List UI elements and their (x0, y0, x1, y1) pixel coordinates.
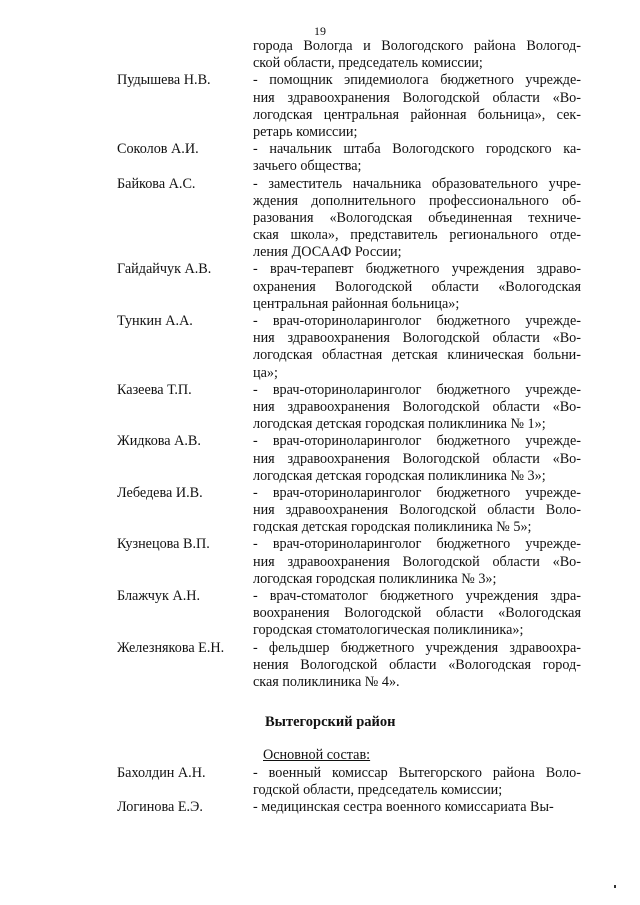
description-line: логодская центральная районная больница», сек- (253, 106, 581, 123)
description-line: - помощник эпидемиолога бюджетного учрежде- (253, 72, 581, 89)
member-row (0, 141, 640, 175)
description-line: - врач-оториноларинголог бюджетного учрежде- (253, 313, 581, 329)
member-description (253, 765, 581, 799)
description-line: ния здравоохранения Вологодской области «Во- (253, 330, 581, 347)
member-description (253, 176, 581, 262)
member-description (253, 433, 581, 485)
member-row (0, 536, 640, 588)
member-row (0, 640, 640, 692)
description-line: ретарь комиссии; (253, 123, 358, 140)
description-line: - врач-оториноларинголог бюджетного учрежде- (253, 433, 581, 450)
member-name: Гайдайчук А.В. (117, 261, 212, 278)
member-description (253, 261, 581, 313)
description-line: - фельдшер бюджетного учреждения здравоохра- (253, 639, 581, 656)
description-line: охранения Вологодской области «Вологодская (253, 278, 581, 295)
member-row (0, 38, 640, 72)
member-name: Пудышева Н.В. (117, 72, 211, 89)
member-description (253, 141, 581, 175)
description-line: центральная районная больница»; (253, 295, 460, 312)
description-line: - врач-оториноларинголог бюджетного учрежде- (253, 536, 581, 553)
description-line: ления ДОСААФ России; (253, 244, 402, 261)
member-name: Байкова А.С. (117, 175, 196, 192)
member-description (253, 485, 581, 537)
description-line: разования «Вологодская объединенная техниче- (253, 209, 581, 226)
member-name: Железнякова Е.Н. (117, 639, 225, 656)
document-body (0, 38, 640, 816)
district-members-list (0, 765, 640, 817)
page-number: 19 (314, 24, 326, 38)
member-row (0, 765, 640, 799)
member-description (253, 536, 581, 588)
member-name: Тункин А.А. (117, 313, 193, 329)
member-description (253, 382, 581, 434)
member-row (0, 799, 640, 816)
description-line: нения Вологодской области «Вологодская город- (253, 656, 581, 673)
scan-mark (614, 885, 616, 888)
description-line: ская поликлиника № 4». (253, 673, 400, 690)
member-row (0, 176, 640, 262)
description-line: - врач-оториноларинголог бюджетного учрежде- (253, 381, 581, 398)
description-line: логодская областная детская клиническая больни- (253, 347, 581, 364)
description-line: - медицинская сестра военного комиссариата Вы- (253, 798, 554, 815)
description-line: - врач-стоматолог бюджетного учреждения здра- (253, 588, 581, 604)
description-line: ния здравоохранения Вологодской области Воло- (253, 502, 581, 519)
description-line: - начальник штаба Вологодского городского ка- (253, 141, 581, 158)
member-row (0, 261, 640, 313)
commission-members-list (0, 38, 640, 691)
member-name: Кузнецова В.П. (117, 536, 210, 553)
description-line: ния здравоохранения Вологодской области «Во- (253, 450, 581, 467)
description-line: - военный комиссар Вытегорского района Воло- (253, 764, 581, 781)
description-line: города Вологда и Вологодского района Вологод- (253, 38, 581, 54)
member-row (0, 313, 640, 382)
description-line: логодская городская поликлиника № 3»; (253, 570, 497, 587)
member-row (0, 485, 640, 537)
member-description (253, 38, 581, 72)
member-description (253, 72, 581, 141)
description-line: воохранения Вологодской области «Вологодская (253, 605, 581, 622)
description-line: - заместитель начальника образовательного учре- (253, 175, 581, 192)
description-line: городская стоматологическая поликлиника»; (253, 622, 524, 639)
description-line: ния здравоохранения Вологодской области «Во- (253, 89, 581, 106)
description-line: годской области, председатель комиссии; (253, 781, 503, 798)
member-name: Лебедева И.В. (117, 484, 203, 501)
description-line: зачьего общества; (253, 158, 362, 175)
member-name: Бахолдин А.Н. (117, 764, 206, 781)
description-line: ния здравоохранения Вологодской области «Во- (253, 553, 581, 570)
member-name: Логинова Е.Э. (117, 798, 203, 815)
member-name: Блажчук А.Н. (117, 588, 201, 604)
member-name: Соколов А.И. (117, 141, 199, 158)
description-line: логодская детская городская поликлиника № 3»; (253, 467, 546, 484)
member-description (253, 588, 581, 640)
member-description (253, 799, 581, 816)
member-row (0, 433, 640, 485)
subheading-main-composition: Основной состав: (263, 747, 371, 764)
member-row (0, 72, 640, 141)
member-description (253, 313, 581, 382)
member-name: Жидкова А.В. (117, 433, 201, 450)
description-line: ская школа», представитель регионального отде- (253, 227, 581, 244)
description-line: - врач-оториноларинголог бюджетного учрежде- (253, 484, 581, 501)
description-line: ждения дополнительного профессионального об- (253, 192, 581, 209)
member-name: Казеева Т.П. (117, 381, 192, 398)
description-line: ния здравоохранения Вологодской области «Во- (253, 398, 581, 415)
description-line: ца»; (253, 364, 278, 381)
description-line: ской области, председатель комиссии; (253, 55, 483, 72)
description-line: - врач-терапевт бюджетного учреждения здраво- (253, 261, 581, 278)
section-title: Вытегорский район (265, 714, 396, 731)
member-row (0, 382, 640, 434)
description-line: годская детская городская поликлиника № 5»; (253, 519, 532, 536)
description-line: логодская детская городская поликлиника № 1»; (253, 416, 546, 433)
member-row (0, 588, 640, 640)
member-description (253, 640, 581, 692)
